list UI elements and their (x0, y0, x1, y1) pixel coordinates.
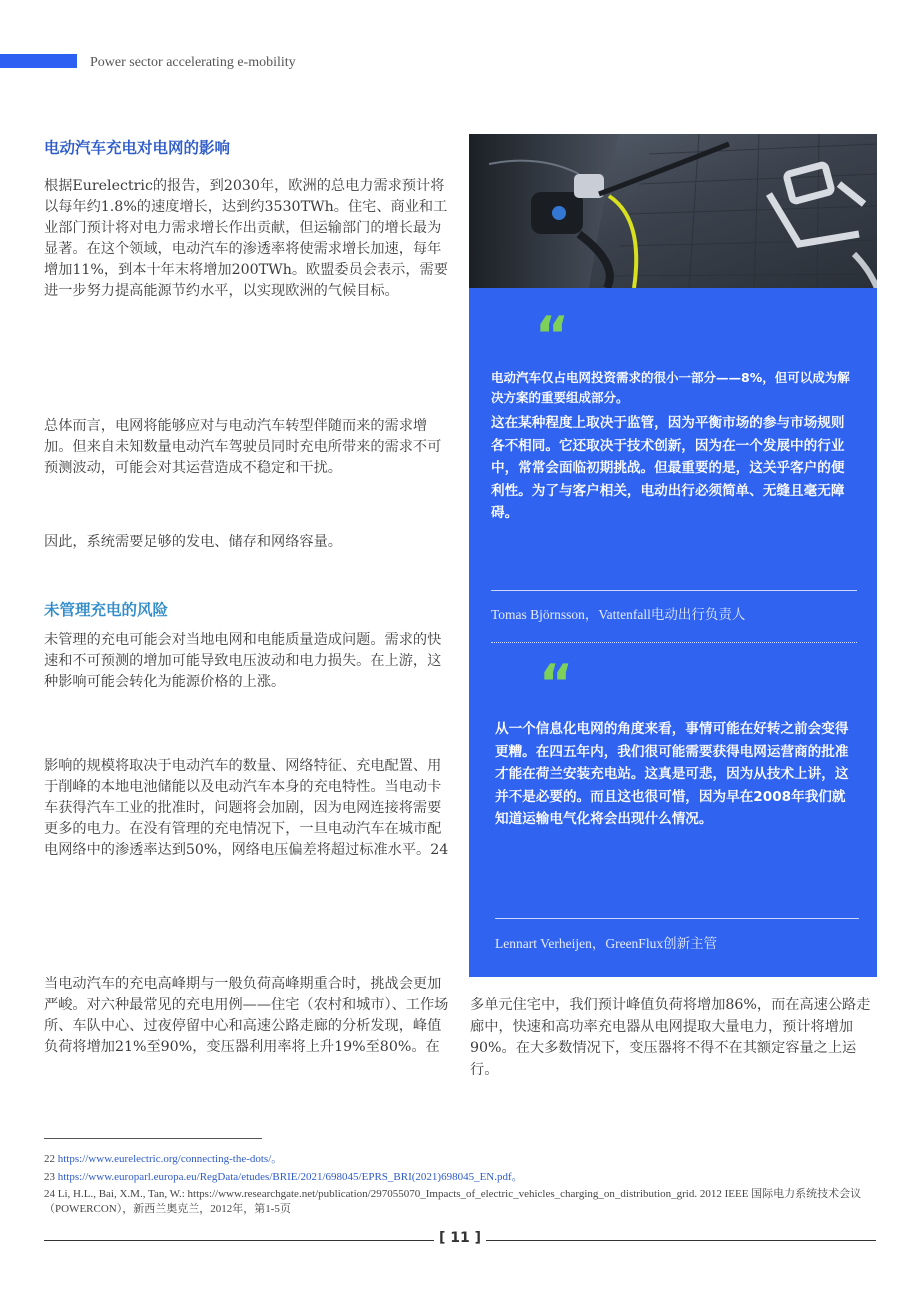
divider (495, 918, 859, 919)
paragraph (44, 416, 449, 479)
quote-attribution: Tomas Björnsson，Vattenfall电动出行负责人 (491, 607, 746, 622)
paragraph (44, 630, 449, 693)
quote-attribution: Lennart Verheijen，GreenFlux创新主管 (495, 936, 718, 951)
footnote-number: 22 (44, 1153, 55, 1165)
paragraph-continued: 多单元住宅中，我们预计峰值负荷将增加86%，而在高速公路走廊中，快速和高功率充电器从电网提取大量电力，预计将增加90%。在大多数情况下，变压器将不得不在其额定容量之上运行。 (470, 997, 871, 1078)
footnote (44, 1170, 894, 1185)
paragraph (44, 532, 449, 553)
quote-panel (469, 288, 877, 977)
quote-lead: 电动汽车仅占电网投资需求的很小一部分——8%，但可以成为解决方案的重要组成部分。 (491, 370, 850, 405)
paragraph (44, 756, 449, 861)
footnote (44, 1152, 894, 1167)
quote-mark-icon: “ (535, 306, 570, 366)
header-accent-bar (0, 54, 77, 68)
running-header: Power sector accelerating e-mobility (90, 55, 296, 70)
paragraph-text: 根据Eurelectric的报告，到2030年，欧洲的总电力需求预计将以每年约1.8%的速度增长，达到约3530TWh。住宅、商业和工业部门预计将对电力需求增长作出贡献，但运输部门的增长最为显著。在这个领域，电动汽车的渗透率将使需求增长加速，每年增加11%，到本十年末将增加200TWh。欧盟委员会表示，需要进一步努力提高能源节约水平，以实现欧洲的气候目标。 (44, 178, 448, 299)
paragraph-text: 因此，系统需要足够的发电、储存和网络容量。 (44, 534, 342, 550)
paragraph (44, 974, 449, 1058)
paragraph (44, 176, 449, 302)
section-heading-ev-grid-impact: 电动汽车充电对电网的影响 (44, 139, 231, 157)
footnote (44, 1187, 894, 1217)
footnote-link[interactable]: https://www.europarl.europa.eu/RegData/etudes/BRIE/2021/698045/EPRS_BRI(2021)698045_EN.pdf。 (57, 1171, 523, 1183)
footer-rule-right (486, 1240, 876, 1241)
footer-rule-left (44, 1240, 434, 1241)
paragraph-text: 总体而言，电网将能够应对与电动汽车转型伴随而来的需求增加。但来自未知数量电动汽车驾驶员同时充电所带来的需求不可预测波动，可能会对其运营造成不稳定和干扰。 (44, 418, 442, 476)
divider (491, 590, 857, 591)
ev-charging-photo (469, 134, 877, 288)
footnote-number: 23 (44, 1171, 55, 1183)
paragraph-text: 影响的规模将取决于电动汽车的数量、网络特征、充电配置、用于削峰的本地电池储能以及电动汽车本身的充电特性。当电动卡车获得汽车工业的批准时，问题将会加剧，因为电网连接将需要更多的电力。在没有管理的充电情况下，一旦电动汽车在城市配电网络中的渗透率达到50%，网络电压偏差将超过标准水平。24 (44, 758, 449, 858)
quote-body: 这在某种程度上取决于监管，因为平衡市场的参与市场规则各不相同。它还取决于技术创新，因为在一个发展中的行业中，常常会面临初期挑战。但最重要的是，这关乎客户的便利性。为了与客户相关，电动出行必须简单、无缝且毫无障碍。 (491, 415, 845, 521)
footnote-divider (44, 1138, 262, 1139)
page-number: [ 11 ] (438, 1230, 482, 1246)
paragraph-text: 未管理的充电可能会对当地电网和电能质量造成问题。需求的快速和不可预测的增加可能导致电压波动和电力损失。在上游，这种影响可能会转化为能源价格的上涨。 (44, 632, 442, 690)
quote-body: 从一个信息化电网的角度来看，事情可能在好转之前会变得更糟。在四五年内，我们很可能需要获得电网运营商的批准才能在荷兰安装充电站。这真是可悲，因为从技术上讲，这并不是必要的。而且这也很可惜，因为早在2008年我们就知道运输电气化将会出现什么情况。 (495, 721, 849, 827)
section-heading-unmanaged-charging: 未管理充电的风险 (44, 601, 169, 619)
quote-mark-icon: “ (539, 654, 574, 714)
divider (491, 642, 857, 643)
footnote-number: 24 (44, 1188, 55, 1200)
footnote-text: Li, H.L., Bai, X.M., Tan, W.: https://www.researchgate.net/publication/297055070_Impacts_of_electric_vehicles_charging_on_distribution_grid. 2012 IEEE 国际电力系统技术会议（POWERCON），新西兰奥克兰，2012年，第1-5页 (44, 1188, 862, 1215)
footnote-link[interactable]: https://www.eurelectric.org/connecting-the-dots/。 (57, 1153, 283, 1165)
paragraph-text: 当电动汽车的充电高峰期与一般负荷高峰期重合时，挑战会更加严峻。对六种最常见的充电用例——住宅（农村和城市）、工作场所、车队中心、过夜停留中心和高速公路走廊的分析发现，峰值负荷将增加21%至90%，变压器利用率将上升19%至80%。在 (44, 976, 449, 1055)
